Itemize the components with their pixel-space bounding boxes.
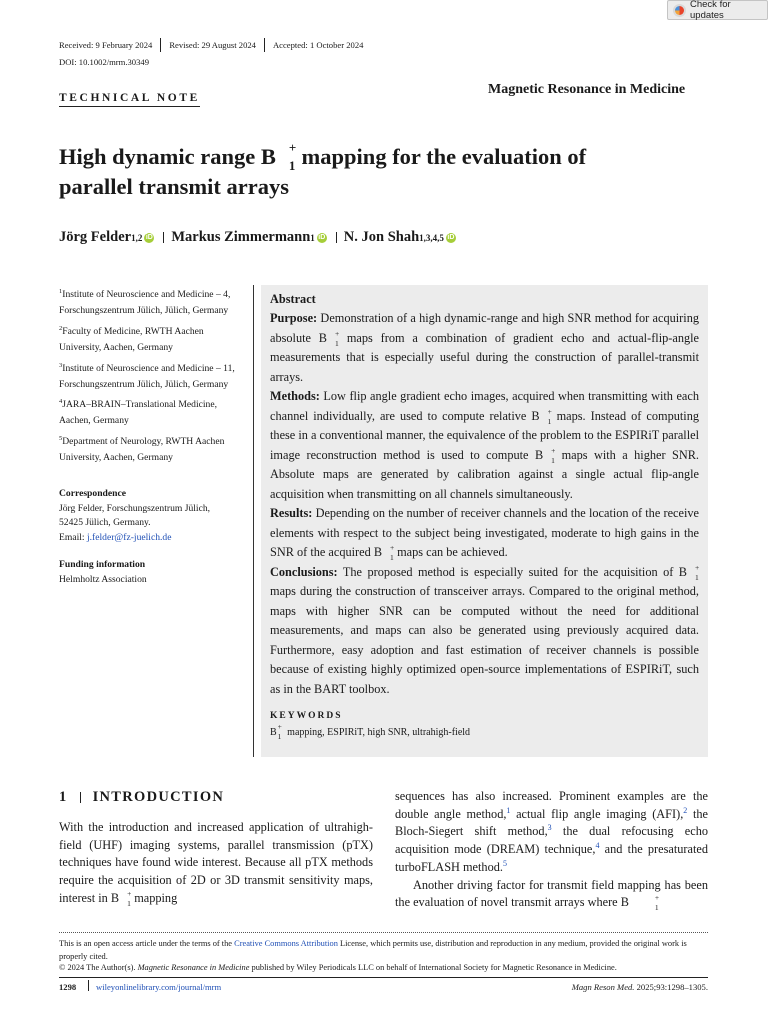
body-text: the dual refocusing echo acquisition mode (DREAM) technique, [395,824,708,857]
b1-superscript: + [547,406,552,416]
affiliation [59,358,247,393]
b1-subscript: 1 [390,553,394,562]
revised-date: Revised: 29 August 2024 [169,40,256,50]
license-link[interactable]: Creative Commons Attribution [234,939,338,948]
b1-subscript: 1 [547,416,552,426]
affiliation-text: Institute of Neuroscience and Medicine – 11, Forschungszentrum Jülich, Jülich, Germany [59,362,235,390]
section-title: INTRODUCTION [92,789,225,805]
body-text: With the introduction and increased application of ultrahigh-field (UHF) imaging systems, parallel transmission (pTX) techniques have found wide interest. Because all pTX methods require the acquisition of 2D or 3D transmit sensitivity maps, interest in B [59,820,373,905]
affiliation-number: 3 [59,361,63,369]
abstract-text-run: maps from a combination of gradient echo and actual-flip-angle measurements that is especially useful during the construction of parallel-transmit arrays. [270,330,699,384]
accepted-date: Accepted: 1 October 2024 [272,40,364,50]
affiliation-number: 5 [59,435,63,443]
footer-text: This is an open access article under the terms of the [59,939,235,948]
title-text: High dynamic range B [59,144,276,169]
author-list [59,229,458,246]
methods-label: Methods: [270,389,320,403]
b1-subscript: 1 [551,455,555,465]
b1-subscript: 1 [695,572,699,582]
b1-superscript: + [277,722,282,731]
journal-url-link[interactable]: wileyonlinelibrary.com/journal/mrm [96,982,222,992]
doi[interactable]: DOI: 10.1002/mrm.30349 [59,57,149,67]
abstract-text-run: maps. Instead of computing these in a conventional manner, the equivalence of the problem to the ESPIRiT parallel image reconstruction method is used to compute B [270,408,699,462]
affiliation-text: Faculty of Medicine, RWTH Aachen University, Aachen, Germany [59,325,204,353]
body-text: and the presaturated turboFLASH method. [395,842,708,874]
title-text: mapping for the evaluation of [295,144,587,169]
received-date: Received: 9 February 2024 [59,40,153,50]
b1-plus-symbol [543,446,555,466]
abstract-text-run: Demonstration of a high dynamic-range and high SNR method for acquiring absolute B [270,311,699,345]
footer-separator [59,932,708,933]
reference-link[interactable]: 4 [595,841,600,851]
keywords [270,722,699,741]
divider [88,980,89,991]
body-column-right [395,788,708,912]
copyright-notice [59,963,708,972]
title-superscript: + [288,140,297,155]
body-column-left [59,819,373,908]
abstract-box [261,285,708,757]
title-subscript: 1 [288,158,296,173]
b1-subscript: 1 [335,338,339,348]
article-title [59,142,699,202]
body-text: the Bloch-Siegert shift method, [395,806,708,839]
correspondence [59,487,247,545]
b1-plus-symbol [327,329,339,349]
b1-plus-symbol [277,722,285,741]
affiliation-text: JARA–BRAIN–Translational Medicine, Aachen, Germany [59,399,217,427]
author-affiliation-ref: 1 [310,232,315,243]
affiliation-number: 1 [59,288,63,295]
author-affiliation-ref: 1,3,4,5 [419,232,444,243]
keyword-text: mapping, ESPIRiT, high SNR, ultrahigh-field [284,727,471,738]
affiliation-text: Department of Neurology, RWTH Aachen University, Aachen, Germany [59,436,225,464]
reference-link[interactable]: 1 [506,805,511,815]
abstract-text-run: maps during the construction of transceiver arrays. Compared to the original method, maps with higher SNR can be computed without the need for additional measurements, and maps can also be generated using previously acquired data. Furthermore, easy adoption and fast estimation of receiver channels is possible because of existing highly optimized open-source implementations of ESPIRiT, such as in the BART toolbox. [270,584,699,696]
funding-heading: Funding information [59,559,146,570]
citation-details: 2025;93:1298–1305. [634,982,708,992]
correspondence-heading: Correspondence [59,488,126,499]
footer-text: License, which permits use, distribution and reproduction in any medium, provided the original work is properly cited. [59,939,687,961]
footer-text: published by Wiley Periodicals LLC on behalf of International Society for Magnetic Resonance in Medicine. [249,963,617,972]
abstract-text-run: Depending on the number of receiver channels and the location of the receive elements with respect to the subject being investigated, moderate to high gains in the SNR of the acquired B [270,506,699,559]
affiliation-number: 4 [59,398,63,406]
abstract-text [270,309,699,699]
b1-plus-symbol [540,407,552,427]
reference-link[interactable]: 2 [683,805,688,815]
divider [80,792,81,803]
crossmark-icon [673,4,686,17]
body-text: Another driving factor for transmit field mapping has been the evaluation of novel transmit arrays where B [395,877,708,910]
affiliation-number: 2 [59,324,63,332]
b1-plus-symbol [276,142,296,172]
body-text: sequences has also increased. Prominent examples are the double angle method, [395,789,708,821]
email-label: Email: [59,531,87,543]
article-type: TECHNICAL NOTE [59,92,200,107]
b1-plus-symbol [629,893,660,913]
body-text: actual flip angle imaging (AFI), [510,806,684,821]
affiliation [59,284,247,319]
reference-link[interactable]: 5 [502,858,507,868]
footer-journal: Magnetic Resonance in Medicine [137,963,250,972]
divider [264,38,265,52]
author-affiliation-ref: 1,2 [131,232,143,243]
abstract-heading: Abstract [270,292,316,306]
keyword-text: B [270,727,277,738]
divider [160,38,161,52]
abstract-text-run: Low flip angle gradient echo images, acquired when transmitting with each channel individually, are used to compute relative B [270,389,699,423]
author-name[interactable]: Markus Zimmermann [171,229,311,245]
b1-superscript: + [335,328,340,338]
title-text-line2: parallel transmit arrays [59,174,289,199]
affiliation-text: Institute of Neuroscience and Medicine – 4, Forschungszentrum Jülich, Jülich, Germany [59,289,231,316]
results-label: Results: [270,506,313,520]
author-name[interactable]: N. Jon Shah [343,229,420,245]
footer-text: © 2024 The Author(s). [59,963,138,972]
citation-journal: Magn Reson Med. [571,982,635,992]
orcid-icon[interactable]: iD [447,233,455,241]
divider [336,232,337,243]
orcid-icon[interactable]: iD [145,233,153,241]
correspondence-line: Jörg Felder, Forschungszentrum Jülich, [59,502,211,514]
correspondence-line: 52425 Jülich, Germany. [59,517,151,529]
abstract-text-run: maps can be achieved. [394,545,508,559]
correspondence-email [59,531,247,546]
section-number: 1 [59,789,68,805]
body-text: mapping [131,890,178,905]
section-heading [59,789,224,806]
b1-subscript: 1 [654,903,659,913]
paragraph [395,788,708,877]
footer-rule [59,977,708,978]
affiliations [59,284,247,468]
affiliation [59,431,247,466]
b1-subscript: 1 [127,898,131,908]
b1-plus-symbol [119,890,131,908]
b1-superscript: + [654,893,660,903]
check-for-updates-button[interactable] [667,0,768,20]
keywords-heading: KEYWORDS [270,711,343,721]
open-access-notice [59,937,708,963]
b1-superscript: + [127,888,132,898]
article-dates [59,38,363,52]
b1-plus-symbol [687,563,699,583]
journal-name: Magnetic Resonance in Medicine [488,82,686,97]
b1-superscript: + [695,562,700,572]
b1-subscript: 1 [277,732,282,741]
author-name[interactable]: Jörg Felder [59,229,132,245]
abstract-rule [253,285,254,757]
conclusions-label: Conclusions: [270,564,338,579]
check-for-updates-label: Check for updates [690,0,731,21]
b1-superscript: + [390,543,395,552]
b1-superscript: + [551,445,556,455]
paragraph [395,877,708,912]
citation [572,982,708,992]
purpose-label: Purpose: [270,311,318,325]
email-link[interactable]: j.felder@fz-juelich.de [86,531,172,543]
affiliation [59,321,247,356]
funding-information [59,558,247,587]
abstract-text-run: The proposed method is especially suited for the acquisition of B [337,564,687,579]
affiliation [59,394,247,429]
funding-text: Helmholtz Association [59,573,147,585]
divider [163,232,164,243]
reference-link[interactable]: 3 [547,823,552,833]
orcid-icon[interactable]: iD [318,233,326,241]
page-number: 1298 [59,982,77,992]
b1-plus-symbol [382,543,394,563]
abstract-text-run: maps with a higher SNR. Absolute maps are generated by calibration against a single actual flip-angle acquisition when transmitting on all channels simultaneously. [270,447,699,501]
